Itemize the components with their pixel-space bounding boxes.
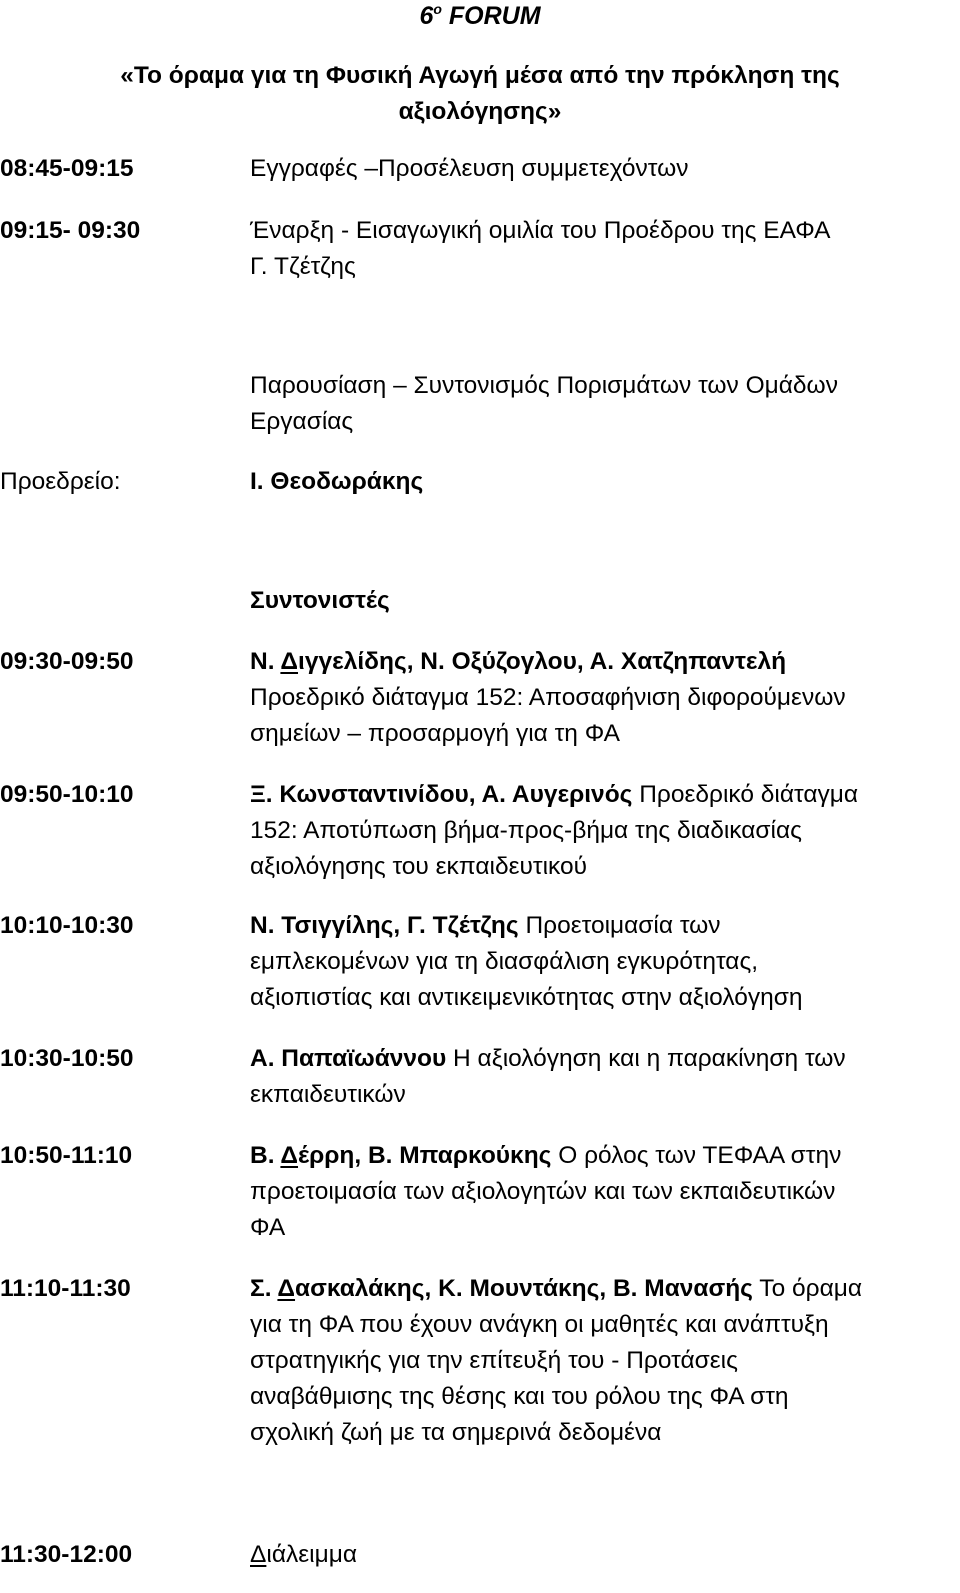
session5-line1: Β. Δέρρη, Β. Μπαρκούκης Ο ρόλος των ΤΕΦΑΑ στην (250, 1142, 842, 1169)
session6-time: 11:10-11:30 (0, 1275, 131, 1302)
session2-title-line3: αξιολόγησης του εκπαιδευτικού (250, 853, 588, 880)
session1-title-line3: σημείων – προσαρμογή για τη ΦΑ (250, 720, 620, 747)
session5-time: 10:50-11:10 (0, 1142, 133, 1169)
session2-title-line2: 152: Αποτύπωση βήμα-προς-βήμα της διαδικασίας (250, 817, 802, 844)
session3-line1: Ν. Τσιγγίλης, Γ. Τζέτζης Προετοιμασία των (250, 912, 721, 939)
presidium-label: Προεδρείο: (0, 468, 121, 495)
session6-authors: Σ. Δασκαλάκης, Κ. Μουντάκης, Β. Μανασής (250, 1275, 753, 1302)
session2-authors: Ξ. Κωνσταντινίδου, Α. Αυγερινός (250, 781, 633, 808)
opening-time: 09:15- 09:30 (0, 217, 141, 244)
session5-title-line2: προετοιμασία των αξιολογητών και των εκπαιδευτικών (250, 1178, 836, 1205)
session2-line1: Ξ. Κωνσταντινίδου, Α. Αυγερινός Προεδρικό διάταγμα (250, 781, 859, 808)
session1-time: 09:30-09:50 (0, 648, 134, 675)
session5-title-line3: ΦΑ (250, 1214, 286, 1241)
session6-title-line4: αναβάθμισης της θέσης και του ρόλου της ΦΑ στη (250, 1383, 789, 1410)
ordinal-superscript: ο (433, 1, 442, 17)
session1-authors: Ν. Διγγελίδης, Ν. Οξύζογλου, Α. Χατζηπαντελή (250, 648, 787, 675)
opening-text: Έναρξη - Εισαγωγική ομιλία του Προέδρου της ΕΑΦΑ (250, 217, 831, 244)
session6-title-line5: σχολική ζωή με τα σημερινά δεδομένα (250, 1419, 662, 1446)
forum-title: $6^o$ FORUM (419, 1, 541, 30)
forum-subtitle-line1: «Το όραμα για τη Φυσική Αγωγή μέσα από την πρόκληση της (120, 62, 840, 89)
session2-time: 09:50-10:10 (0, 781, 134, 808)
session6-title-line3: στρατηγικής για την επίτευξή του - Προτάσεις (250, 1347, 738, 1374)
presidium-description-line2: Εργασίας (250, 408, 354, 435)
session6-title-line2: για τη ΦΑ που έχουν ανάγκη οι μαθητές και ανάπτυξη (250, 1311, 829, 1338)
session4-time: 10:30-10:50 (0, 1045, 134, 1072)
presidium-description-line1: Παρουσίαση – Συντονισμός Πορισμάτων των Ομάδων (250, 372, 838, 399)
session3-title-line3: αξιοπιστίας και αντικειμενικότητας στην αξιολόγηση (250, 984, 803, 1011)
opening-speaker: Γ. Τζέτζης (250, 253, 356, 280)
presidium-chair: Ι. Θεοδωράκης (250, 468, 424, 495)
session4-title-line2: εκπαιδευτικών (250, 1081, 406, 1108)
coordinators-label: Συντονιστές (250, 587, 390, 614)
registration-time: 08:45-09:15 (0, 155, 134, 182)
session5-authors: Β. Δέρρη, Β. Μπαρκούκης (250, 1142, 552, 1169)
forum-subtitle-line2: αξιολόγησης» (398, 98, 562, 125)
session3-time: 10:10-10:30 (0, 912, 134, 939)
break-time: 11:30-12:00 (0, 1541, 133, 1568)
session6-line1: Σ. Δασκαλάκης, Κ. Μουντάκης, Β. Μανασής Το όραμα (250, 1275, 863, 1302)
session4-line1: Α. Παπαϊωάννου Η αξιολόγηση και η παρακίνηση των (250, 1045, 846, 1072)
registration-text: Εγγραφές –Προσέλευση συμμετεχόντων (250, 155, 689, 182)
session3-title-line2: εμπλεκομένων για τη διασφάλιση εγκυρότητας, (250, 948, 759, 975)
session1-title-line2: Προεδρικό διάταγμα 152: Αποσαφήνιση διφορούμενων (250, 684, 846, 711)
break-text: Διάλειμμα (250, 1541, 357, 1568)
session3-authors: Ν. Τσιγγίλης, Γ. Τζέτζης (250, 912, 519, 939)
session4-authors: Α. Παπαϊωάννου (250, 1045, 447, 1072)
